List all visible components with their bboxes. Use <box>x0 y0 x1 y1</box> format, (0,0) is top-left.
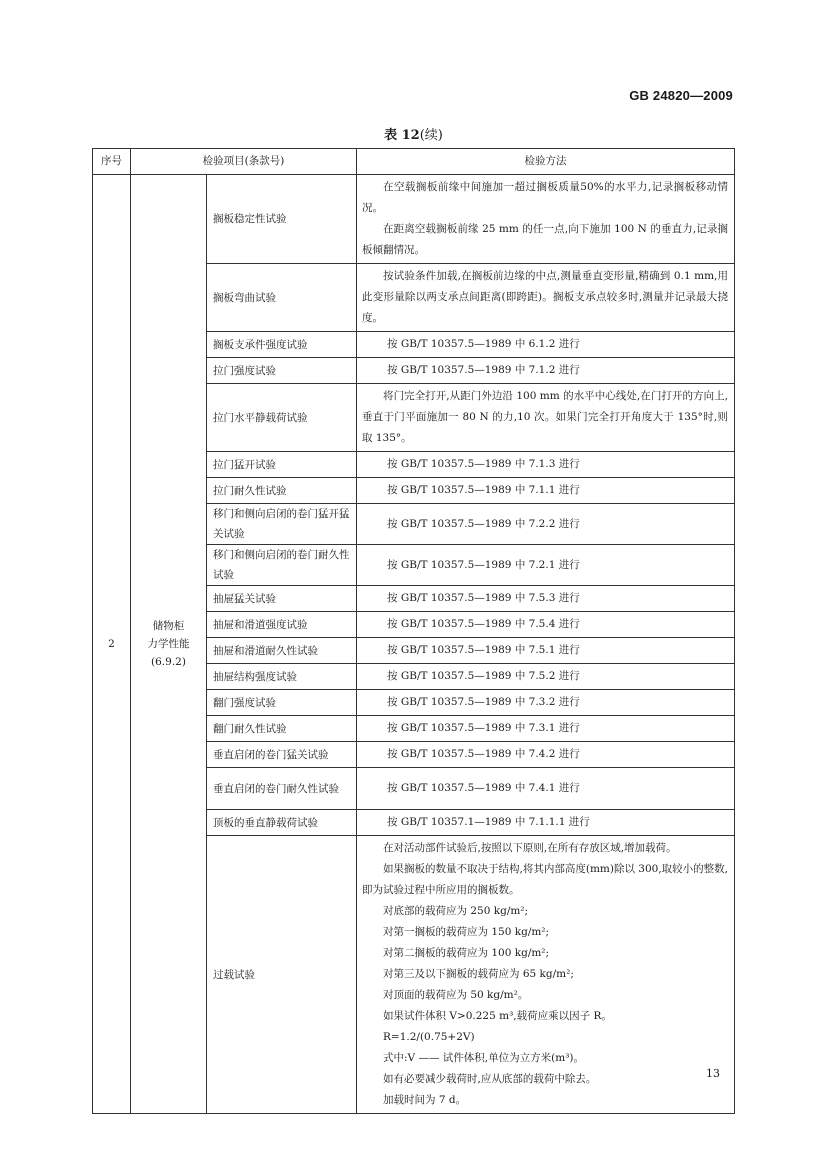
test-method <box>357 716 735 742</box>
group-name-name-line2: 力学性能 <box>147 638 190 650</box>
test-method <box>357 452 735 478</box>
test-item: 翻门耐久性试验 <box>207 716 357 742</box>
header-item: 检验项目(条款号) <box>131 149 357 175</box>
test-item: 搁板稳定性试验 <box>207 175 357 264</box>
group-name-clause: (6.9.2) <box>151 656 186 668</box>
group-name <box>131 175 207 1114</box>
test-item: 抽屉猛关试验 <box>207 586 357 612</box>
table-caption <box>0 124 827 143</box>
test-method <box>357 504 735 545</box>
method-line: 如果试件体积 V>0.225 m³,载荷应乘以因子 R。 <box>383 1010 612 1022</box>
test-item: 顶板的垂直静载荷试验 <box>207 810 357 836</box>
test-method <box>357 545 735 586</box>
method-line: 按 GB/T 10357.5—1989 中 6.1.2 进行 <box>387 338 580 350</box>
test-item: 翻门强度试验 <box>207 690 357 716</box>
test-item: 抽屉结构强度试验 <box>207 664 357 690</box>
test-item: 拉门水平静载荷试验 <box>207 384 357 452</box>
method-line: 如果搁板的数量不取决于结构,将其内部高度(mm)除以 300,取较小的整数,即为试验过程中所应用的搁板数。 <box>362 863 729 896</box>
test-item: 拉门猛开试验 <box>207 452 357 478</box>
test-method <box>357 358 735 384</box>
method-line: 按 GB/T 10357.5—1989 中 7.1.2 进行 <box>387 364 580 376</box>
test-item: 拉门耐久性试验 <box>207 478 357 504</box>
test-method <box>357 810 735 836</box>
method-line: 按 GB/T 10357.5—1989 中 7.5.2 进行 <box>387 670 580 682</box>
method-line: R=1.2/(0.75+2V) <box>383 1031 475 1043</box>
test-item: 移门和侧向启闭的卷门耐久性试验 <box>207 545 357 586</box>
test-method <box>357 664 735 690</box>
test-method <box>357 332 735 358</box>
method-line: 加载时间为 7 d。 <box>383 1094 467 1106</box>
table-caption-suffix: (续) <box>419 128 443 143</box>
test-method <box>357 586 735 612</box>
header-method: 检验方法 <box>357 149 735 175</box>
method-line: 按 GB/T 10357.5—1989 中 7.3.1 进行 <box>387 722 580 734</box>
test-item: 过载试验 <box>207 836 357 1114</box>
method-line: 对第三及以下搁板的载荷应为 65 kg/m²; <box>383 968 574 980</box>
test-item: 拉门强度试验 <box>207 358 357 384</box>
method-line: 按 GB/T 10357.1—1989 中 7.1.1.1 进行 <box>387 816 590 828</box>
test-item: 垂直启闭的卷门耐久性试验 <box>207 768 357 810</box>
method-line: 按 GB/T 10357.5—1989 中 7.3.2 进行 <box>387 696 580 708</box>
method-line: 按 GB/T 10357.5—1989 中 7.5.4 进行 <box>387 618 580 630</box>
standard-number: GB 24820—2009 <box>629 88 733 103</box>
test-method <box>357 836 735 1114</box>
test-method <box>357 612 735 638</box>
method-line: 按 GB/T 10357.5—1989 中 7.1.3 进行 <box>387 458 580 470</box>
method-line: 按 GB/T 10357.5—1989 中 7.2.1 进行 <box>387 558 580 571</box>
method-line: 对第一搁板的载荷应为 150 kg/m²; <box>383 926 550 938</box>
method-line: 在空载搁板前缘中间施加一超过搁板质量50%的水平力,记录搁板移动情况。 <box>362 181 729 214</box>
method-line: 在对活动部件试验后,按照以下原则,在所有存放区域,增加载荷。 <box>383 842 677 854</box>
group-number: 2 <box>93 175 131 1114</box>
method-line: 对顶面的载荷应为 50 kg/m²。 <box>383 989 529 1001</box>
method-line: 按试验条件加载,在搁板前边缘的中点,测量垂直变形量,精确到 0.1 mm,用此变形量除以两支承点间距离(即跨距)。搁板支承点较多时,测量并记录最大挠度。 <box>362 270 729 324</box>
method-line: 按 GB/T 10357.5—1989 中 7.5.3 进行 <box>387 592 580 604</box>
test-item: 抽屉和滑道耐久性试验 <box>207 638 357 664</box>
method-line: 在距离空载搁板前缘 25 mm 的任一点,向下施加 100 N 的垂直力,记录搁板倾翻情况。 <box>362 223 729 256</box>
test-method <box>357 690 735 716</box>
method-line: 按 GB/T 10357.5—1989 中 7.1.1 进行 <box>387 484 580 496</box>
method-line: 按 GB/T 10357.5—1989 中 7.2.2 进行 <box>387 517 580 530</box>
test-item: 垂直启闭的卷门猛关试验 <box>207 742 357 768</box>
header-no: 序号 <box>93 149 131 175</box>
test-method <box>357 768 735 810</box>
method-line: 对底部的载荷应为 250 kg/m²; <box>383 905 529 917</box>
test-method <box>357 175 735 264</box>
test-method-table <box>92 148 735 1114</box>
test-method <box>357 638 735 664</box>
table-header-row <box>93 149 735 175</box>
method-line: 按 GB/T 10357.5—1989 中 7.5.1 进行 <box>387 644 580 656</box>
table-caption-label: 表 12 <box>384 128 420 143</box>
table-row <box>93 175 735 264</box>
test-item: 抽屉和滑道强度试验 <box>207 612 357 638</box>
page-number: 13 <box>706 1067 720 1080</box>
method-line: 如有必要减少载荷时,应从底部的载荷中除去。 <box>383 1073 597 1085</box>
method-line: 对第二搁板的载荷应为 100 kg/m²; <box>383 947 550 959</box>
method-line: 按 GB/T 10357.5—1989 中 7.4.2 进行 <box>387 748 580 760</box>
test-method <box>357 478 735 504</box>
method-line: 按 GB/T 10357.5—1989 中 7.4.1 进行 <box>387 782 580 794</box>
method-line: 将门完全打开,从距门外边沿 100 mm 的水平中心线处,在门打开的方向上,垂直于门平面施加一 80 N 的力,10 次。如果门完全打开角度大于 135°时,则取 135°。 <box>362 390 729 444</box>
group-name-name-line1: 储物柜 <box>152 620 185 632</box>
method-line: 式中:V —— 试件体积,单位为立方米(m³)。 <box>383 1052 585 1064</box>
test-method <box>357 742 735 768</box>
test-method <box>357 264 735 332</box>
test-item: 搁板支承件强度试验 <box>207 332 357 358</box>
test-item: 移门和侧向启闭的卷门猛开猛关试验 <box>207 504 357 545</box>
test-item: 搁板弯曲试验 <box>207 264 357 332</box>
test-method <box>357 384 735 452</box>
